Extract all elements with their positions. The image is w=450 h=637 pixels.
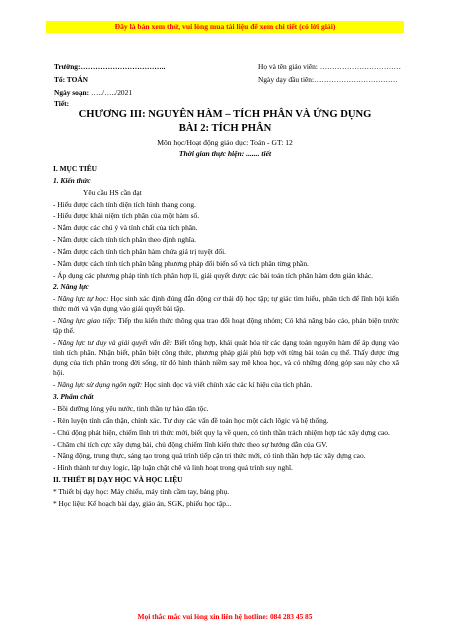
subject-line: Môn học/Hoạt động giáo dục: Toán - GT: 12 — [157, 138, 293, 147]
competence-label: - Năng lực tự học: — [53, 294, 109, 304]
competence-text: Học sinh xác định đúng đắn động cơ thái độ học tập; tự giác tìm hiểu, phân tích để lĩnh hội kiến thức mới và vận dụng vào giải quyết bài tập. — [53, 294, 399, 314]
quality-item: - Bồi dưỡng lòng yêu nước, tinh thần tự hào dân tộc. — [53, 403, 209, 413]
chapter-title: CHƯƠNG III: NGUYÊN HÀM – TÍCH PHÂN VÀ ỨNG DỤNG — [78, 109, 372, 120]
quality-item: - Rèn luyện tính cẩn thận, chính xác. Tư duy các vấn đề toán học một cách lôgic và hệ thống. — [53, 415, 329, 425]
department-field: Tổ: TOÁN — [54, 75, 89, 84]
period-field: Tiết: — [54, 99, 70, 108]
date-prepared-field — [54, 88, 132, 98]
lesson-body — [53, 164, 399, 511]
date-value: …../…../2021 — [89, 88, 133, 97]
date-label: Ngày soạn: — [54, 88, 90, 97]
qualities-heading: 3. Phẩm chất — [53, 392, 94, 402]
competence-heading: 2. Năng lực — [53, 282, 89, 292]
competence-label: - Năng lực giao tiếp: — [53, 316, 117, 326]
quality-item: - Chăm chỉ tích cực xây dựng bài, chủ động chiếm lĩnh kiến thức theo sự hướng dẫn của GV. — [53, 439, 328, 449]
teach-date-field: Ngày dạy đầu tiên:……………………………. — [258, 75, 398, 84]
competence-label: - Năng lực sử dụng ngôn ngữ: — [53, 380, 143, 390]
competence-text: Học sinh đọc và viết chính xác các kí hiệu của tích phân. — [142, 380, 313, 390]
lesson-title: BÀI 2: TÍCH PHÂN — [178, 123, 272, 134]
knowledge-item: - Nắm được cách tính tích phân bằng phương pháp đổi biến số và tích phân từng phần. — [53, 258, 309, 268]
time-line: Thời gian thực hiện: ....... tiết — [178, 149, 272, 158]
knowledge-item: - Nắm được cách tính tích phân theo định nghĩa. — [53, 235, 196, 245]
competence-text: Biết tổng hợp, khái quát hóa từ các dạng toán nguyên hàm để áp dụng vào tính tích phân. Nhận biết, phân biệt công thức, phương pháp giải phù hợp với từng bài toán cụ thể. Thấy được ứng dụng của tích phân trong đời sống, từ đó hình thành niềm say mê khoa học, và có những đóng góp sau này cho xã hội. — [53, 338, 399, 378]
knowledge-intro: Yêu cầu HS cần đạt — [83, 187, 142, 197]
knowledge-item: - Áp dụng các phương pháp tính tích phân hợp lí, giải quyết được các bài toán tích phân hàm đơn giản khác. — [53, 270, 374, 280]
competence-label: - Năng lực tư duy và giải quyết vấn đề: — [53, 338, 173, 348]
knowledge-heading: 1. Kiến thức — [53, 175, 91, 185]
knowledge-item: - Nắm được các chú ý và tính chất của tích phân. — [53, 223, 198, 233]
quality-item: - Hình thành tư duy logic, lập luận chặt chẽ và linh hoạt trong quá trình suy nghĩ. — [53, 463, 293, 473]
competence-item — [53, 380, 399, 390]
knowledge-item: - Hiểu được khái niệm tích phân của một hàm số. — [53, 211, 200, 221]
quality-item: - Chủ động phát hiện, chiếm lĩnh tri thức mới, biết quy lạ về quen, có tinh thần trách nhiệm hợp tác xây dựng cao. — [53, 427, 390, 437]
equipment-item: * Học liệu: Kế hoạch bài dạy, giáo án, SGK, phiếu học tập... — [53, 498, 232, 508]
knowledge-item: - Nắm được cách tính tích phân hàm chứa giá trị tuyệt đối. — [53, 246, 227, 256]
knowledge-item: - Hiểu được cách tính diện tích hình thang cong. — [53, 199, 196, 209]
preview-banner: Đây là bản xem thử, vui lòng mua tài liệu để xem chi tiết (có lời giải) — [46, 21, 404, 33]
hotline-footer: Mọi thắc mắc vui lòng xin liên hệ hotline: 084 283 45 85 — [137, 612, 313, 621]
equipment-item: * Thiết bị dạy học: Máy chiếu, máy tính cầm tay, bảng phụ. — [53, 486, 230, 496]
quality-item: - Năng động, trung thực, sáng tạo trong quá trình tiếp cận tri thức mới, có tinh thần hợp tác xây dựng cao. — [53, 451, 366, 461]
section-objectives-heading: I. MỤC TIÊU — [53, 164, 98, 173]
competence-item — [53, 294, 399, 314]
teacher-field: Họ và tên giáo viên: …………………………… — [258, 62, 402, 71]
competence-text: Tiếp thu kiến thức thông qua trao đổi hoạt động nhóm; Có khả năng báo cáo, phản biện trước tập thể. — [53, 316, 399, 336]
competence-item — [53, 338, 399, 378]
competence-item — [53, 316, 399, 336]
section-equipment-heading: II. THIẾT BỊ DẠY HỌC VÀ HỌC LIỆU — [53, 475, 183, 485]
school-field: Trường:…………………………….. — [54, 62, 166, 71]
